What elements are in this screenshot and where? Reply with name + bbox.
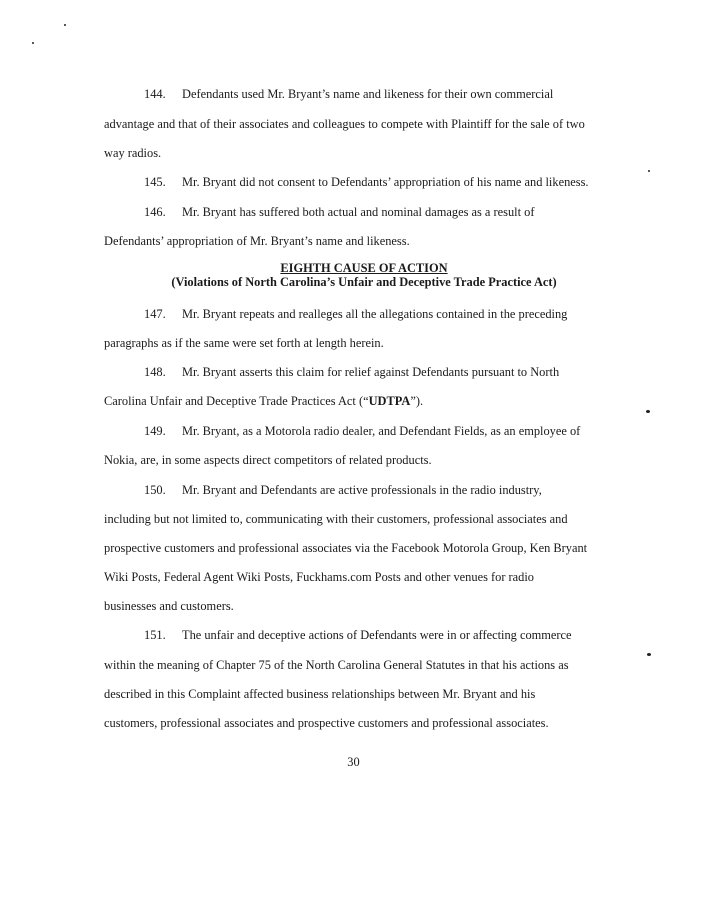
paragraph-146-line-2: Defendants’ appropriation of Mr. Bryant’s name and likeness. — [104, 234, 410, 248]
paragraph-number: 151. — [144, 628, 166, 642]
paragraph-150-line-4: Wiki Posts, Federal Agent Wiki Posts, Fuckhams.com Posts and other venues for radio — [104, 570, 534, 584]
paragraph-151-line-1 — [144, 627, 664, 643]
paragraph-number: 148. — [144, 365, 166, 379]
section-subtitle: (Violations of North Carolina’s Unfair and Deceptive Trade Practice Act) — [171, 275, 557, 289]
paragraph-148-line-2 — [104, 393, 624, 409]
paragraph-145-line-1 — [144, 174, 664, 190]
paragraph-number: 149. — [144, 424, 166, 438]
paragraph-number: 145. — [144, 175, 166, 189]
scan-speck — [646, 410, 650, 413]
scan-speck — [32, 42, 34, 44]
paragraph-text: ”). — [410, 394, 424, 408]
scan-speck — [64, 24, 66, 26]
scan-speck — [648, 170, 650, 172]
paragraph-147-line-1 — [144, 306, 664, 322]
section-title — [104, 261, 624, 276]
udtpa-acronym: UDTPA — [368, 394, 411, 408]
paragraph-151-line-2: within the meaning of Chapter 75 of the North Carolina General Statutes in that his actions as — [104, 658, 569, 672]
paragraph-151-line-3: described in this Complaint affected business relationships between Mr. Bryant and his — [104, 687, 536, 701]
paragraph-144-line-1 — [144, 86, 664, 102]
paragraph-146-line-1 — [144, 204, 664, 220]
paragraph-144-line-3: way radios. — [104, 146, 162, 160]
paragraph-text: Mr. Bryant asserts this claim for relief against Defendants pursuant to North — [182, 365, 560, 379]
paragraph-150-line-3: prospective customers and professional associates via the Facebook Motorola Group, Ken Bryant — [104, 541, 588, 555]
paragraph-149-line-1 — [144, 423, 664, 439]
section-title-text: EIGHTH CAUSE OF ACTION — [280, 261, 448, 275]
paragraph-149-line-2: Nokia, are, in some aspects direct competitors of related products. — [104, 453, 432, 467]
paragraph-text: Mr. Bryant and Defendants are active professionals in the radio industry, — [182, 483, 542, 497]
paragraph-150-line-2: including but not limited to, communicating with their customers, professional associates and — [104, 512, 568, 526]
paragraph-text: Mr. Bryant did not consent to Defendants’ appropriation of his name and likeness. — [182, 175, 589, 189]
paragraph-number: 144. — [144, 87, 166, 101]
paragraph-text: Carolina Unfair and Deceptive Trade Practices Act (“ — [104, 394, 369, 408]
paragraph-150-line-1 — [144, 482, 664, 498]
paragraph-number: 147. — [144, 307, 166, 321]
page-number: 30 — [347, 755, 360, 769]
paragraph-text: Mr. Bryant repeats and realleges all the allegations contained in the preceding — [182, 307, 568, 321]
paragraph-150-line-5: businesses and customers. — [104, 599, 234, 613]
paragraph-147-line-2: paragraphs as if the same were set forth at length herein. — [104, 336, 384, 350]
scan-speck — [647, 653, 651, 656]
paragraph-text: The unfair and deceptive actions of Defendants were in or affecting commerce — [182, 628, 572, 642]
paragraph-text: Defendants used Mr. Bryant’s name and likeness for their own commercial — [182, 87, 554, 101]
paragraph-144-line-2: advantage and that of their associates and colleagues to compete with Plaintiff for the sale of two — [104, 117, 585, 131]
paragraph-148-line-1 — [144, 364, 664, 380]
paragraph-text: Mr. Bryant, as a Motorola radio dealer, and Defendant Fields, as an employee of — [182, 424, 581, 438]
paragraph-number: 150. — [144, 483, 166, 497]
paragraph-number: 146. — [144, 205, 166, 219]
paragraph-151-line-4: customers, professional associates and prospective customers and professional associates. — [104, 716, 549, 730]
paragraph-text: Mr. Bryant has suffered both actual and nominal damages as a result of — [182, 205, 535, 219]
